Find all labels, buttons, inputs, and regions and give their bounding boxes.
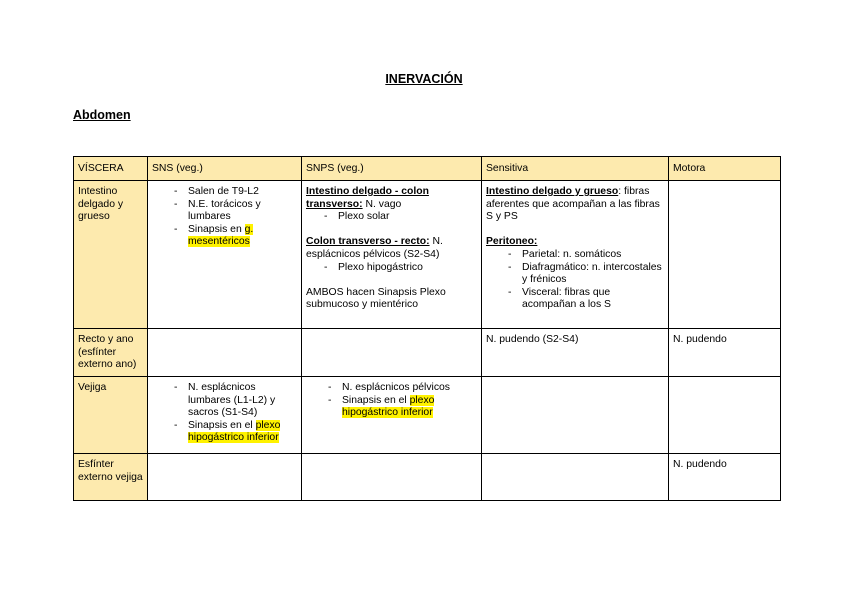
- sensitiva-cell: [482, 377, 669, 454]
- viscera-cell: Esfínter externo vejiga: [74, 454, 148, 501]
- snps-note: AMBOS hacen Sinapsis Plexo submucoso y mientérico: [306, 286, 446, 311]
- header-motora: Motora: [669, 157, 781, 181]
- table-row: [74, 329, 781, 377]
- header-viscera: VÍSCERA: [74, 157, 148, 181]
- snps-cell: [302, 377, 482, 454]
- viscera-cell: Intestino delgado y grueso: [74, 181, 148, 329]
- motora-cell: [669, 181, 781, 329]
- list-item: - N.E. torácicos y lumbares: [152, 199, 297, 224]
- innervation-table: [73, 156, 781, 501]
- table-row: [74, 377, 781, 454]
- snps-block: Colon transverso - recto: N. esplácnicos pélvicos (S2-S4): [306, 236, 443, 260]
- motora-cell: [669, 377, 781, 454]
- list-item: - Plexo hipogástrico: [306, 262, 477, 275]
- peritoneo-title: Peritoneo:: [486, 236, 538, 248]
- table-header-row: [74, 157, 781, 181]
- sns-cell: [148, 329, 302, 377]
- snps-cell: [302, 329, 482, 377]
- list-item: - Sinapsis en el plexo hipogástrico inferior: [306, 395, 477, 420]
- highlighted-text: plexo hipogástrico inferior: [188, 419, 281, 444]
- table-row: [74, 454, 781, 501]
- document-title: INERVACIÓN: [385, 72, 463, 86]
- list-item: - N. esplácnicos lumbares (L1-L2) y sacros (S1-S4): [152, 382, 297, 420]
- list-item: - Sinapsis en el plexo hipogástrico inferior: [152, 420, 297, 445]
- header-snps: SNPS (veg.): [302, 157, 482, 181]
- list-item: - Sinapsis en g. mesentéricos: [152, 224, 297, 249]
- list-item: - Diafragmático: n. intercostales y frénicos: [486, 262, 664, 287]
- sensitiva-block: Intestino delgado y grueso: fibras aferentes que acompañan a las fibras S y PS: [486, 186, 660, 223]
- list-item: - Parietal: n. somáticos: [486, 249, 664, 262]
- sensitiva-cell: [482, 181, 669, 329]
- snps-block: Intestino delgado - colon transverso: N. vago: [306, 186, 429, 210]
- list-item: - Visceral: fibras que acompañan a los S: [486, 287, 664, 312]
- sns-cell: [148, 454, 302, 501]
- viscera-cell: Recto y ano (esfínter externo ano): [74, 329, 148, 377]
- viscera-cell: Vejiga: [74, 377, 148, 454]
- list-item: - Salen de T9-L2: [152, 186, 297, 199]
- list-item: - N. esplácnicos pélvicos: [306, 382, 477, 395]
- sensitiva-cell: [482, 454, 669, 501]
- sns-cell: [148, 377, 302, 454]
- snps-cell: [302, 181, 482, 329]
- sns-list: [152, 186, 297, 249]
- snps-cell: [302, 454, 482, 501]
- motora-cell: N. pudendo: [669, 454, 781, 501]
- highlighted-text: plexo hipogástrico inferior: [342, 394, 435, 419]
- motora-cell: N. pudendo: [669, 329, 781, 377]
- sensitiva-cell: N. pudendo (S2-S4): [482, 329, 669, 377]
- highlighted-text: g. mesentéricos: [188, 223, 254, 248]
- list-item: - Plexo solar: [306, 211, 477, 224]
- sns-cell: [148, 181, 302, 329]
- section-heading: Abdomen: [73, 108, 131, 122]
- header-sensitiva: Sensitiva: [482, 157, 669, 181]
- table-row: [74, 181, 781, 329]
- header-sns: SNS (veg.): [148, 157, 302, 181]
